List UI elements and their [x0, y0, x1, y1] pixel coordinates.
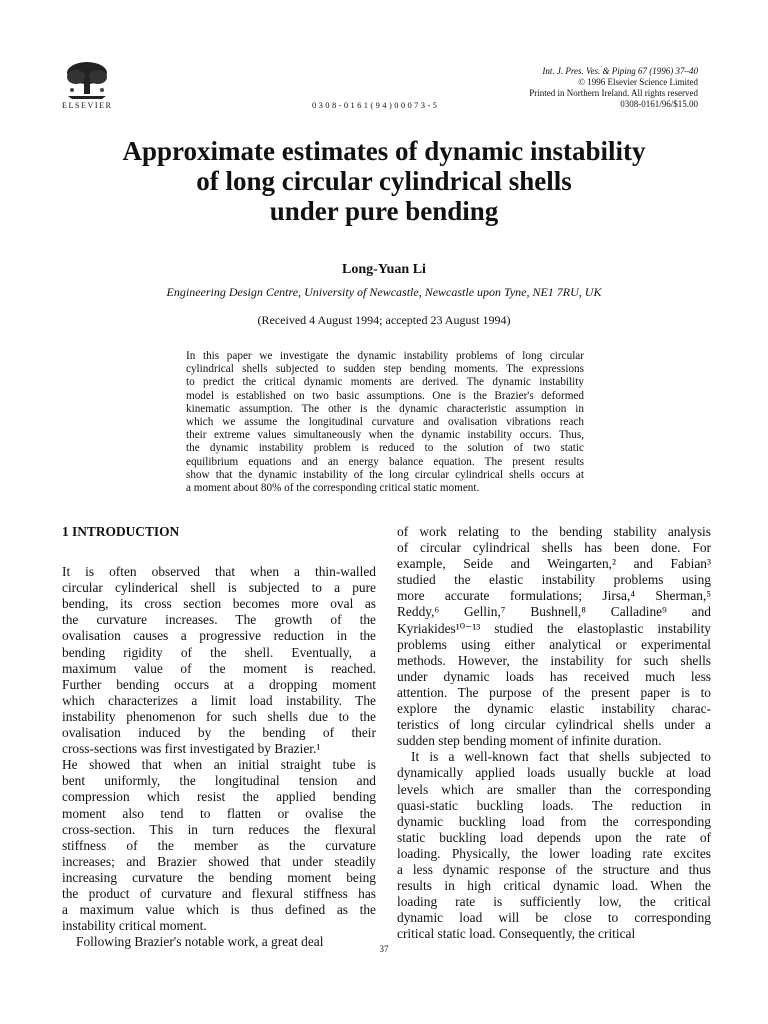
paragraph-line: It is often observed that when a thin-walled	[62, 564, 376, 580]
author-name: Long-Yuan Li	[342, 262, 426, 277]
paragraph-line: of circular cylindrical shells has been done. For	[397, 540, 711, 556]
abstract-line: a moment about 80% of the corresponding critical static moment.	[186, 482, 480, 495]
received-dates: (Received 4 August 1994; accepted 23 August 1994)	[257, 313, 511, 327]
paragraph-line: example, Seide and Weingarten,² and Fabian³	[397, 556, 711, 572]
paragraph-line: moment also tend to flatten or ovalise the	[62, 805, 376, 821]
paragraph-line: circular cylinderical shell is subjected to a pure	[62, 580, 376, 596]
paragraph-line: Further bending occurs at a dropping moment	[62, 676, 376, 692]
paragraph-line: cross-sections was first investigated by Brazier.¹	[62, 741, 321, 757]
title-line: of long circular cylindrical shells	[196, 166, 572, 196]
paragraph-line: instability phenomenon for such shells due to the	[62, 708, 376, 724]
abstract-line: kinematic assumption. The other is the dynamic characteristic assumption in	[186, 402, 584, 415]
paragraph-line: explore the dynamic elastic instability charac-	[397, 701, 711, 717]
publisher-name: ELSEVIER	[62, 101, 113, 110]
paragraph-line: Reddy,⁶ Gellin,⁷ Bushnell,⁸ Calladine⁹ and	[397, 604, 711, 620]
paragraph-line: the product of curvature and flexural stiffness has	[62, 885, 376, 901]
paragraph-line: stiffness of the member as the curvature	[62, 837, 376, 853]
paragraph-line: instability critical moment.	[62, 918, 207, 934]
paragraph-line: loading. Physically, the lower loading rate excites	[397, 845, 711, 861]
page-number: 37	[379, 944, 389, 954]
paragraph-line: studied the elastic instability problems using	[397, 572, 711, 588]
paragraph-line: Following Brazier's notable work, a great deal	[76, 934, 324, 950]
paragraph-line: loading rate is sufficiently low, the critical	[397, 894, 711, 910]
paragraph-line: a less dynamic response of the structure and thus	[397, 861, 711, 877]
paragraph-line: methods. However, the instability for such shells	[397, 652, 711, 668]
abstract	[186, 350, 584, 495]
printed-line: Printed in Northern Ireland. All rights reserved	[529, 88, 698, 98]
copyright-line: © 1996 Elsevier Science Limited	[578, 77, 698, 87]
abstract-line: to predict the critical dynamic moments are derived. The dynamic instability	[186, 376, 584, 389]
journal-info	[398, 66, 698, 110]
paragraph-line: which characterizes a limit load instability. The	[62, 692, 376, 708]
paragraph-line: bending, its cross section becomes more oval as	[62, 596, 376, 612]
abstract-line: the dynamic instability problem is reduced to the solution of two static	[186, 442, 584, 455]
abstract-line: model is established on two basic assumptions. One is the Brazier's deformed	[186, 389, 584, 402]
paragraph-line: cross-section. This in turn reduces the flexural	[62, 821, 376, 837]
paragraph-line: results in high critical dynamic load. When the	[397, 878, 711, 894]
abstract-line: which we assume the longitudinal curvature and ovalisation vibrations reach	[186, 416, 584, 429]
paragraph-line: sudden step bending moment of infinite duration.	[397, 733, 662, 749]
paragraph-line: ovalisation causes a progressive reduction in the	[62, 628, 376, 644]
paragraph-line: increasing curvature the bending moment being	[62, 869, 376, 885]
abstract-line: show that the dynamic instability of the long circular cylindrical shells occurs at	[186, 468, 584, 481]
paragraph-line: quasi-static buckling loads. The reduction in	[397, 797, 711, 813]
author-affiliation: Engineering Design Centre, University of Newcastle, Newcastle upon Tyne, NE1 7RU, UK	[166, 285, 602, 299]
paragraph-line: problems using either analytical or experimental	[397, 636, 711, 652]
paragraph-line: more accurate formulations; Jirsa,⁴ Sherman,⁵	[397, 588, 711, 604]
paragraph-line: ovalisation induced by the bending of their	[62, 725, 376, 741]
paragraph-line: attention. The purpose of the present paper is to	[397, 684, 711, 700]
paragraph-line: static buckling load depends upon the rate of	[397, 829, 711, 845]
paragraph-line: of work relating to the bending stability analysis	[397, 524, 711, 539]
elsevier-logo	[62, 60, 112, 110]
document-number: 0308-0161(94)00073-5	[312, 100, 440, 110]
paper-title	[40, 136, 728, 226]
left-column	[62, 524, 376, 950]
paragraph-line: dynamic load will be close to corresponding	[397, 910, 711, 926]
abstract-line: their extreme values simultaneously when the dynamic instability occurs. Thus,	[186, 429, 584, 442]
paragraph-line: bending rigidity of the shell. Eventually, a	[62, 644, 376, 660]
abstract-line: In this paper we investigate the dynamic instability problems of long circular	[186, 350, 584, 362]
journal-citation: Int. J. Pres. Ves. & Piping 67 (1996) 37–40	[542, 66, 698, 76]
paragraph-line: compression which resist the applied bending	[62, 789, 376, 805]
paragraph-line: dynamically applied loads usually buckle at load	[397, 765, 711, 781]
right-column	[397, 524, 711, 942]
paragraph-line: dynamic buckling load from the corresponding	[397, 813, 711, 829]
abstract-line: equilibrium equations and an energy balance equation. The present results	[186, 455, 584, 468]
paragraph-line: a maximum value which is thus defined as the	[62, 902, 376, 918]
title-line: under pure bending	[269, 196, 499, 226]
paragraph-line: He showed that when an initial straight tube is	[62, 757, 376, 773]
title-line: Approximate estimates of dynamic instability	[122, 136, 646, 166]
issn-line: 0308-0161/96/$15.00	[620, 99, 698, 109]
abstract-line: cylindrical shells subjected to sudden step bending moments. The expressions	[186, 363, 584, 376]
paragraph-line: teristics of long circular cylindrical shells under a	[397, 717, 711, 733]
elsevier-tree-icon	[62, 60, 112, 100]
paragraph-line: the curvature increases. The growth of the	[62, 612, 376, 628]
paragraph-line: levels which are smaller than the corresponding	[397, 781, 711, 797]
paragraph-line: Kyriakides¹⁰⁻¹³ studied the elastoplastic instability	[397, 620, 711, 636]
paragraph-line: maximum value of the moment is reached.	[62, 660, 376, 676]
paragraph-line: bent uniformly, the longitudinal tension and	[62, 773, 376, 789]
paragraph-line: increases; and Brazier showed that under steadily	[62, 853, 376, 869]
section-heading: 1 INTRODUCTION	[62, 524, 180, 539]
paragraph-line: under dynamic loads has received much less	[397, 668, 711, 684]
paragraph-line: It is a well-known fact that shells subjected to	[411, 749, 711, 765]
paragraph-line: critical static load. Consequently, the critical	[397, 926, 636, 942]
